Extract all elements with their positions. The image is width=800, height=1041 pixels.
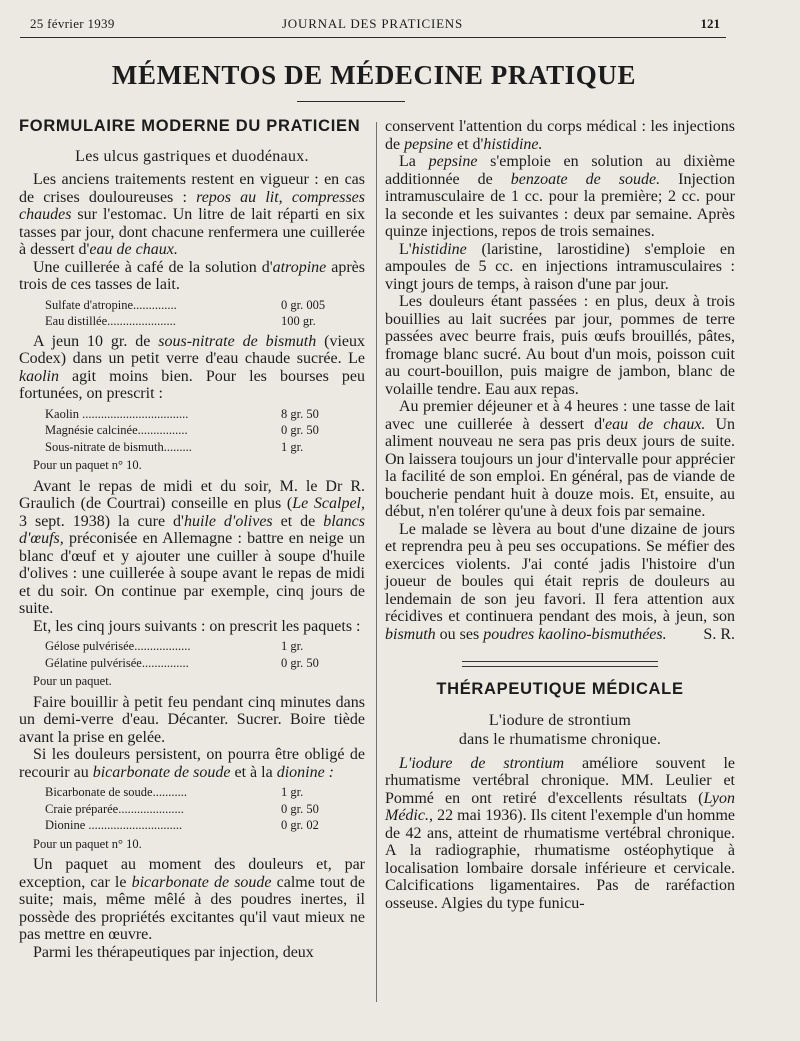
recipe-row: Sous-nitrate de bismuth......... 1 gr. xyxy=(45,439,304,454)
article-subtitle: L'iodure de strontium xyxy=(488,711,632,729)
left-column xyxy=(19,118,365,961)
paragraph: Et, les cinq jours suivants : on prescrit les paquets : xyxy=(33,617,361,635)
paragraph: Si les douleurs persistent, on pourra être obligé de recourir au bicarbonate de soude et à la dionine : xyxy=(19,746,365,781)
paragraph: Avant le repas de midi et du soir, M. le Dr R. Graulich (de Courtrai) conseille en plus (Le Scalpel, 3 sept. 1938) la cure d'huile d'olives et de blancs d'œufs, préconisée en Allemagne : battre en neige un blanc d'œuf et y ajouter une cuiller à soupe d'huile d'olives : une cuillerée à soupe avant le repas de midi et du soir. On continue par exemple, cinq jours de suite. xyxy=(19,477,366,617)
section-title-formulaire: FORMULAIRE MODERNE DU PRATICIEN xyxy=(19,117,361,135)
recipe-note: Pour un paquet n° 10. xyxy=(33,836,142,851)
recipe-table xyxy=(45,784,349,834)
issue-date: 25 février 1939 xyxy=(30,16,115,31)
recipe-row: Eau distillée...................... 100 gr. xyxy=(45,314,316,328)
paragraph: Parmi les thérapeutiques par injection, deux xyxy=(33,943,314,961)
recipe-row: Gélose pulvérisée.................. 1 gr. xyxy=(45,639,304,653)
paragraph: L'histidine (laristine, larostidine) s'emploie en ampoules de 5 cc. en injections intramusculaires : vingt jours de temps, à raison d'une par jour. xyxy=(385,240,735,293)
section-title-therapeutique: THÉRAPEUTIQUE MÉDICALE xyxy=(436,680,684,698)
paragraph: Au premier déjeuner et à 4 heures : une tasse de lait avec une cuillerée à dessert d'eau de chaux. Un aliment nouveau ne sera pas pris deux jours de suite. On laissera toujours un jour d'intervalle pour apprécier la facilité de son emploi. En général, pas de viande de boucherie pendant huit à douze mois. Et, ensuite, au début, n'en tolérer qu'une à deux fois par semaine. xyxy=(385,398,736,520)
paragraph: L'iodure de strontium améliore souvent le rhumatisme vertébral chronique. MM. Leulier et Pommé en ont retiré d'excellents résultats (Lyon Médic., 22 mai 1936). Ils citent l'exemple d'un homme de 42 ans, atteint de rhumatisme vertébral chronique. A la radiographie, rhumatisme ostéophytique à localisation lombaire dorsale inférieure et cervicale. Calcifications ligamentaires. Pas de raréfaction osseuse. Algies du type funicu- xyxy=(385,754,735,912)
recipe-row: Sulfate d'atropine.............. 0 gr. 005 xyxy=(45,297,326,312)
paragraph: A jeun 10 gr. de sous-nitrate de bismuth (vieux Codex) dans un petit verre d'eau chaude sucrée. Le kaolin agit moins bien. Pour les bourses peu fortunées, on prescrit : xyxy=(19,332,366,402)
paragraph: La pepsine s'emploie en solution au dixième additionnée de benzoate de soude. Injection intramusculaire de 1 cc. pour la première; 2 cc. pour la seconde et les suivantes : deux par semaine. Après quinze injections, repos de trois semaines. xyxy=(385,153,736,240)
author-signature: S. R. xyxy=(703,625,735,643)
recipe-row: Craie préparée..................... 0 gr. 50 xyxy=(45,801,319,816)
recipe-table xyxy=(45,406,349,456)
paragraph: Les anciens traitements restent en vigueur : en cas de crises douloureuses : repos au lit, compresses chaudes sur l'estomac. Un litre de lait réparti en six tasses par jour, dont chacune renfermera une cuillerée à dessert d'eau de chaux. xyxy=(19,171,366,258)
paragraph: Une cuillerée à café de la solution d'atropine après trois de ces tasses de lait. xyxy=(19,258,365,293)
recipe-row: Gélatine pulvérisée............... 0 gr. 50 xyxy=(45,655,319,670)
paragraph: conservent l'attention du corps médical : les injections de pepsine et d'histidine. xyxy=(385,118,735,153)
recipe-table xyxy=(45,297,349,330)
recipe-row: Kaolin .................................. 8 gr. 50 xyxy=(45,406,319,421)
journal-name: JOURNAL DES PRATICIENS xyxy=(281,16,464,31)
column-divider xyxy=(376,122,377,1002)
title-rule xyxy=(297,101,405,102)
page-title: MÉMENTOS DE MÉDECINE PRATIQUE xyxy=(111,60,637,90)
paragraph: Un paquet au moment des douleurs et, par exception, car le bicarbonate de soude calme tout de suite; mais, même mêlé à des poudres inertes, il possède des propriétés excitantes qu'il vaut mieux ne pas mettre en œuvre. xyxy=(19,856,366,943)
running-header xyxy=(0,16,800,36)
recipe-table xyxy=(45,638,349,671)
paragraph: Le malade se lèvera au bout d'une dizaine de jours et reprendra peu à peu ses occupations. Se méfier des exercices violents. J'ai conté jadis l'histoire d'un joueur de boules qui était repris de douleurs au lendemain de son jeu favori. Il fera attention aux récidives et continuera pendant des mois, à jeun, son bismuth ou ses poudres kaolino-bismuthées. S. R. xyxy=(385,520,735,643)
header-rule xyxy=(20,37,726,38)
section-separator xyxy=(462,661,658,667)
page-number: 121 xyxy=(700,16,720,31)
recipe-row: Dionine .............................. 0 gr. 02 xyxy=(45,818,319,832)
paragraph: Faire bouillir à petit feu pendant cinq minutes dans un demi-verre d'eau. Décanter. Sucrer. Boire tiède avant la prise en gelée. xyxy=(19,693,365,746)
recipe-row: Bicarbonate de soude........... 1 gr. xyxy=(45,785,304,799)
article-subtitle: dans le rhumatisme chronique. xyxy=(458,730,662,748)
recipe-row: Magnésie calcinée................ 0 gr. 50 xyxy=(45,423,319,437)
paragraph: Les douleurs étant passées : en plus, deux à trois bouillies au lait sucrées par jour, pommes de terre passées avec beurre frais, puis œufs brouillés, pâtes, fromage blanc sucré. Au bout d'un mois, poisson cuit au court-bouillon, puis maigre de jambon, blanc de volaille tendre. Eau aux repas. xyxy=(385,293,735,398)
right-column xyxy=(385,118,735,912)
recipe-note: Pour un paquet n° 10. xyxy=(33,458,142,472)
recipe-note: Pour un paquet. xyxy=(33,674,112,688)
article-subtitle: Les ulcus gastriques et duodénaux. xyxy=(75,147,309,165)
